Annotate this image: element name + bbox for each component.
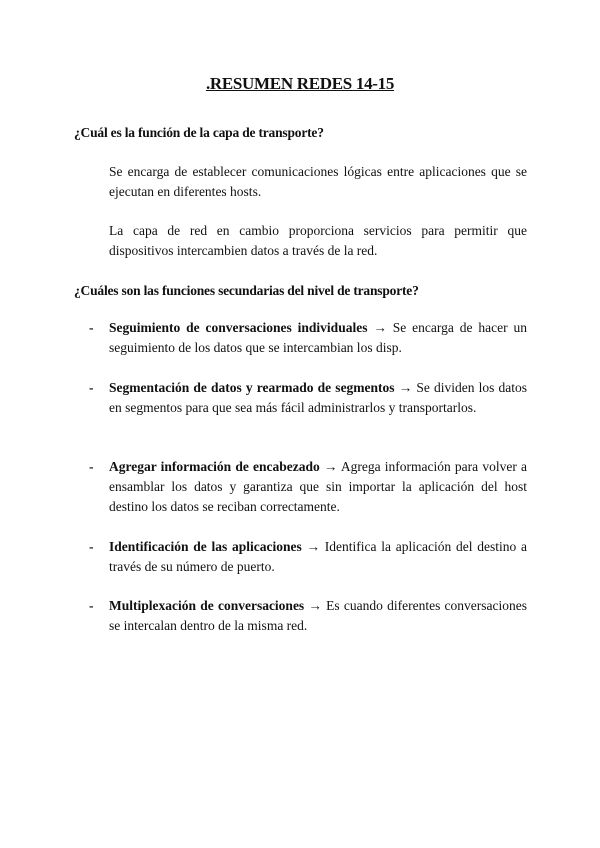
list-item (89, 318, 529, 358)
list-item-text (109, 596, 527, 636)
list-item-text (109, 457, 527, 517)
list-item (89, 537, 529, 577)
list-item-term: Seguimiento de conversaciones individuales (109, 320, 368, 335)
list-item-description: Es cuando diferentes conversaciones se intercalan dentro de la misma red. (109, 598, 528, 633)
arrow-glyph: → (304, 598, 327, 613)
arrow-glyph: → (301, 539, 325, 554)
bullet-dash: - (89, 320, 94, 335)
question-transport-function: ¿Cuál es la función de la capa de transporte? (74, 125, 324, 140)
arrow-glyph: → (319, 459, 341, 474)
list-item-description: Se encarga de hacer un seguimiento de los datos que se intercambian los disp. (109, 320, 528, 355)
list-item-description: Identifica la aplicación del destino a través de su número de puerto. (109, 539, 527, 574)
list-item-text (109, 378, 527, 418)
list-item (89, 596, 529, 636)
document-title: .RESUMEN REDES 14-15 (205, 74, 395, 93)
list-item-term: Multiplexación de conversaciones (109, 598, 305, 613)
list-item-description: Se dividen los datos en segmentos para que sea más fácil administrarlos y transportarlos. (109, 380, 528, 415)
bullet-dash: - (89, 539, 94, 554)
arrow-glyph: → (367, 320, 393, 335)
list-item-text (109, 318, 527, 358)
bullet-dash: - (89, 380, 94, 395)
arrow-glyph: → (394, 380, 417, 395)
bullet-dash: - (89, 598, 94, 613)
bullet-dash: - (89, 459, 94, 474)
list-item-text (109, 537, 527, 577)
list-item-term: Identificación de las aplicaciones (109, 539, 302, 554)
list-item (89, 378, 529, 418)
paragraph-network-layer: La capa de red en cambio proporciona servicios para permitir que dispositivos intercambien datos a través de la red. (109, 223, 527, 258)
list-item-description: Agrega información para volver a ensamblar los datos y garantiza que sin importar la aplicación del host destino los datos se reciban correctamente. (109, 459, 527, 514)
list-item-term: Agregar información de encabezado (109, 459, 320, 474)
list-item-term: Segmentación de datos y rearmado de segmentos (109, 380, 395, 395)
question-secondary-functions: ¿Cuáles son las funciones secundarias del nivel de transporte? (74, 283, 419, 298)
paragraph-transport-function: Se encarga de establecer comunicaciones lógicas entre aplicaciones que se ejecutan en diferentes hosts. (109, 164, 527, 199)
list-item (89, 457, 529, 517)
